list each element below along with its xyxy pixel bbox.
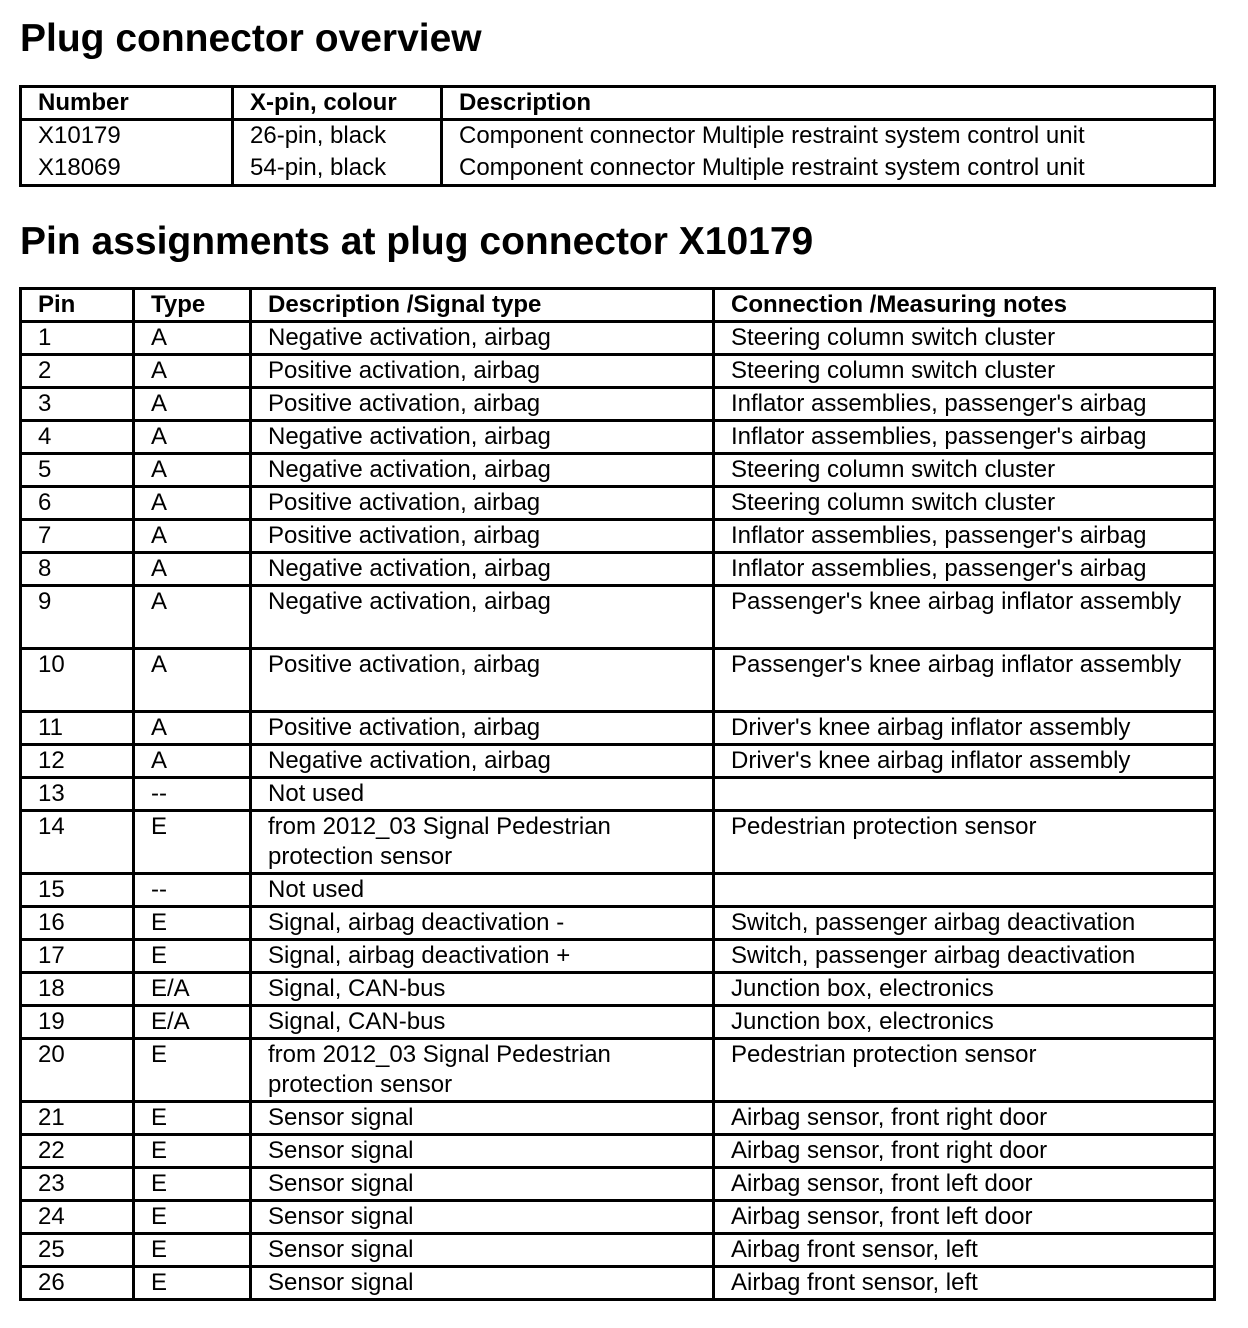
pin-connection: Airbag sensor, front right door [714, 1135, 1215, 1168]
pin-number: 18 [21, 973, 134, 1006]
pin-row [21, 520, 1215, 553]
pin-description: Positive activation, airbag [251, 520, 714, 553]
pin-description: from 2012_03 Signal Pedestrian protection sensor [251, 811, 714, 874]
pin-type: -- [134, 874, 251, 907]
pin-connection: Pedestrian protection sensor [714, 811, 1215, 874]
pin-number: 12 [21, 745, 134, 778]
pin-row [21, 649, 1215, 712]
pin-type: A [134, 355, 251, 388]
pin-row [21, 454, 1215, 487]
overview-row [21, 120, 1215, 153]
pin-connection: Airbag sensor, front right door [714, 1102, 1215, 1135]
pin-connection: Passenger's knee airbag inflator assembly [714, 649, 1215, 712]
pin-row [21, 322, 1215, 355]
pin-number: 1 [21, 322, 134, 355]
overview-xpin: 26-pin, black [233, 120, 442, 153]
pin-type: A [134, 553, 251, 586]
pin-row [21, 745, 1215, 778]
pin-connection: Steering column switch cluster [714, 454, 1215, 487]
pin-connection: Steering column switch cluster [714, 487, 1215, 520]
pin-row [21, 907, 1215, 940]
pin-description: Sensor signal [251, 1201, 714, 1234]
pin-number: 20 [21, 1039, 134, 1102]
overview-description: Component connector Multiple restraint system control unit [442, 120, 1215, 153]
pin-connection: Switch, passenger airbag deactivation [714, 907, 1215, 940]
pins-table [19, 287, 1216, 1301]
pin-number: 2 [21, 355, 134, 388]
pin-number: 24 [21, 1201, 134, 1234]
pin-type: E [134, 811, 251, 874]
pin-number: 19 [21, 1006, 134, 1039]
pin-row [21, 1201, 1215, 1234]
pin-type: E [134, 940, 251, 973]
pin-row [21, 553, 1215, 586]
pin-number: 23 [21, 1168, 134, 1201]
pin-description: Signal, airbag deactivation - [251, 907, 714, 940]
pin-row [21, 778, 1215, 811]
pin-row [21, 973, 1215, 1006]
pin-description: Negative activation, airbag [251, 322, 714, 355]
pin-number: 26 [38, 1269, 65, 1296]
pin-description: Sensor signal [251, 1102, 714, 1135]
pin-connection: Airbag sensor, front left door [714, 1168, 1215, 1201]
pin-number: 25 [21, 1234, 134, 1267]
pin-description: Negative activation, airbag [251, 586, 714, 649]
pin-type: A [134, 586, 251, 649]
pin-connection: Airbag sensor, front left door [714, 1201, 1215, 1234]
pin-connection: Junction box, electronics [714, 973, 1215, 1006]
pin-type: E/A [134, 973, 251, 1006]
pin-number: 8 [21, 553, 134, 586]
pin-connection: Inflator assemblies, passenger's airbag [714, 421, 1215, 454]
overview-col-description: Description [442, 87, 1215, 120]
pin-number: 5 [21, 454, 134, 487]
pin-row [21, 1168, 1215, 1201]
pin-type: E [134, 1234, 251, 1267]
pin-description: Negative activation, airbag [251, 553, 714, 586]
pin-row [21, 421, 1215, 454]
pins-col-description: Description /Signal type [251, 289, 714, 322]
pin-description: Negative activation, airbag [251, 454, 714, 487]
pin-connection: Inflator assemblies, passenger's airbag [714, 553, 1215, 586]
overview-row [21, 153, 1215, 186]
pin-type: E [134, 1039, 251, 1102]
overview-col-number: Number [21, 87, 233, 120]
pin-number: 17 [21, 940, 134, 973]
pin-connection: Driver's knee airbag inflator assembly [714, 712, 1215, 745]
pin-connection: Driver's knee airbag inflator assembly [714, 745, 1215, 778]
pin-description: Negative activation, airbag [251, 745, 714, 778]
pin-type: E [134, 1267, 251, 1300]
overview-number: X18069 [38, 153, 121, 181]
pin-type: A [134, 454, 251, 487]
pin-number: 10 [21, 649, 134, 712]
pin-row [21, 811, 1215, 874]
pin-description: Signal, airbag deactivation + [251, 940, 714, 973]
pins-col-pin: Pin [21, 289, 134, 322]
pin-number: 15 [21, 874, 134, 907]
pin-type: -- [134, 778, 251, 811]
pin-row [21, 1135, 1215, 1168]
pin-type: E [134, 907, 251, 940]
pin-type: E [134, 1102, 251, 1135]
pin-description: Sensor signal [251, 1234, 714, 1267]
pin-number: 3 [21, 388, 134, 421]
pin-connection: Steering column switch cluster [714, 355, 1215, 388]
pin-connection [714, 874, 1215, 907]
pin-row [21, 712, 1215, 745]
pin-description: Signal, CAN-bus [251, 1006, 714, 1039]
pin-type: A [134, 388, 251, 421]
overview-xpin: 54-pin, black [233, 153, 442, 186]
pin-connection: Switch, passenger airbag deactivation [714, 940, 1215, 973]
pin-connection: Inflator assemblies, passenger's airbag [714, 388, 1215, 421]
pin-description: Positive activation, airbag [251, 649, 714, 712]
pin-connection: Inflator assemblies, passenger's airbag [714, 520, 1215, 553]
pin-number: 14 [21, 811, 134, 874]
pin-type: A [134, 487, 251, 520]
pin-connection: Pedestrian protection sensor [714, 1039, 1215, 1102]
pin-number: 21 [21, 1102, 134, 1135]
pin-type: A [134, 745, 251, 778]
pin-description: from 2012_03 Signal Pedestrian protection sensor [251, 1039, 714, 1102]
pin-row [21, 1234, 1215, 1267]
pin-row [21, 355, 1215, 388]
pin-row [21, 1267, 1215, 1300]
pin-description: Not used [251, 874, 714, 907]
pin-type: A [134, 421, 251, 454]
pin-connection [714, 778, 1215, 811]
pin-number: 4 [21, 421, 134, 454]
pin-type: E [134, 1168, 251, 1201]
pin-type: A [134, 520, 251, 553]
pin-connection: Airbag front sensor, left [714, 1234, 1215, 1267]
pin-description: Positive activation, airbag [251, 355, 714, 388]
overview-number: X10179 [38, 122, 121, 149]
pin-description: Positive activation, airbag [251, 487, 714, 520]
pin-row [21, 1039, 1215, 1102]
overview-table [19, 85, 1216, 187]
pin-number: 22 [21, 1135, 134, 1168]
pin-number: 13 [21, 778, 134, 811]
pin-connection: Steering column switch cluster [714, 322, 1215, 355]
pin-description: Not used [251, 778, 714, 811]
overview-description: Component connector Multiple restraint system control unit [442, 153, 1215, 186]
pin-row [21, 487, 1215, 520]
pin-row [21, 586, 1215, 649]
pin-description: Negative activation, airbag [251, 421, 714, 454]
pin-type: E [134, 1135, 251, 1168]
pin-type: A [134, 649, 251, 712]
pin-connection: Junction box, electronics [714, 1006, 1215, 1039]
overview-title: Plug connector overview [20, 17, 482, 60]
pin-type: E/A [134, 1006, 251, 1039]
pin-description: Sensor signal [251, 1168, 714, 1201]
pin-description: Sensor signal [251, 1135, 714, 1168]
pin-number: 7 [21, 520, 134, 553]
pin-type: A [134, 712, 251, 745]
pin-row [21, 874, 1215, 907]
pins-col-connection: Connection /Measuring notes [714, 289, 1215, 322]
overview-header-row [21, 87, 1215, 120]
pin-number: 6 [21, 487, 134, 520]
pin-row [21, 1102, 1215, 1135]
pin-connection: Airbag front sensor, left [714, 1267, 1215, 1300]
pin-row [21, 388, 1215, 421]
pin-number: 9 [21, 586, 134, 649]
pin-description: Sensor signal [251, 1267, 714, 1300]
pin-connection: Passenger's knee airbag inflator assembly [714, 586, 1215, 649]
overview-col-xpin: X-pin, colour [233, 87, 442, 120]
pins-col-type: Type [134, 289, 251, 322]
pin-type: A [134, 322, 251, 355]
pin-number: 11 [21, 712, 134, 745]
pin-number: 16 [21, 907, 134, 940]
pin-type: E [134, 1201, 251, 1234]
pin-row [21, 940, 1215, 973]
pins-header-row [21, 289, 1215, 322]
pin-description: Positive activation, airbag [251, 388, 714, 421]
pin-description: Signal, CAN-bus [251, 973, 714, 1006]
pin-description: Positive activation, airbag [251, 712, 714, 745]
pin-row [21, 1006, 1215, 1039]
pins-title: Pin assignments at plug connector X10179 [20, 220, 814, 263]
